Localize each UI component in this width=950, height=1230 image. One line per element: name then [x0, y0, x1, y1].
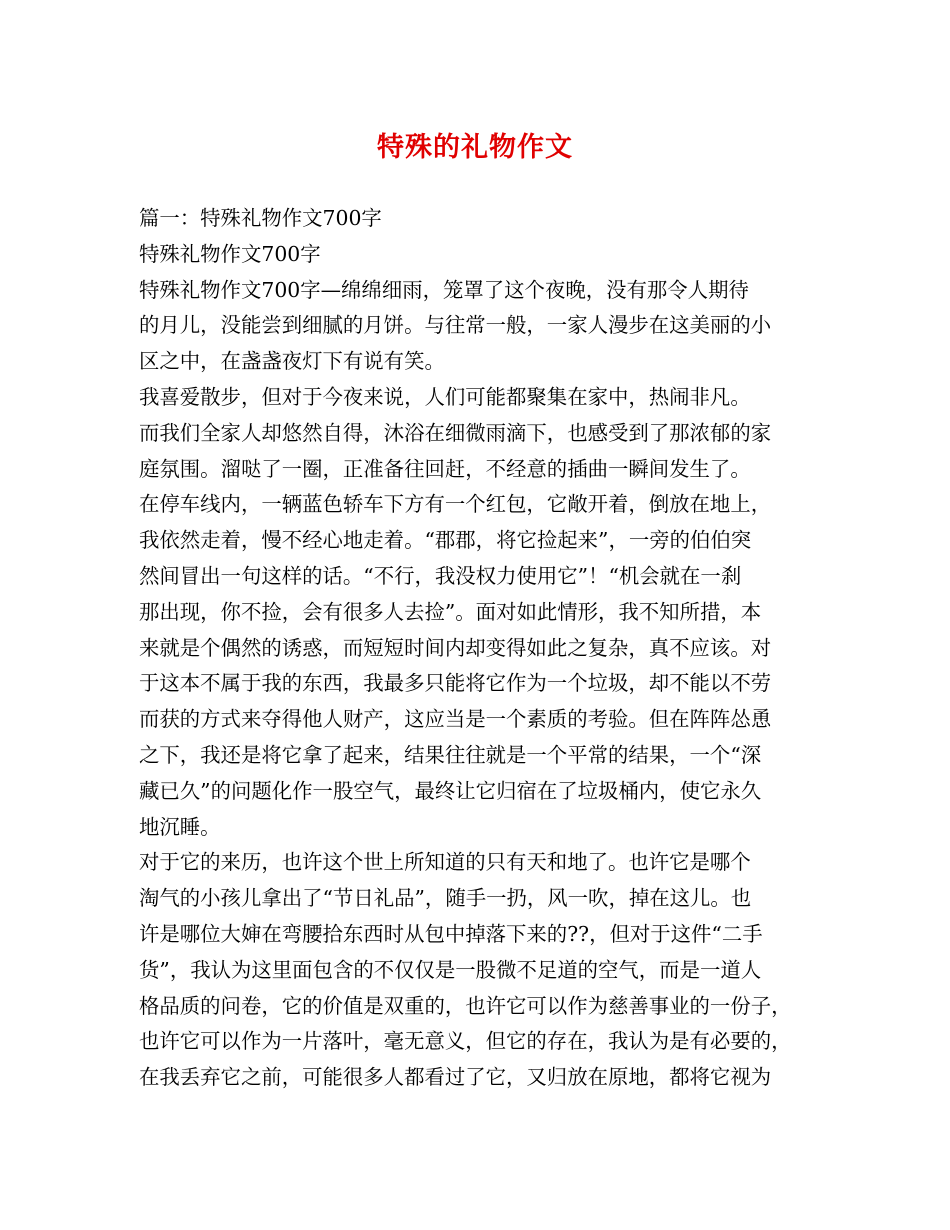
body-line: 庭氛围。溜哒了一圈，正准备往回赶，不经意的插曲一瞬间发生了。: [139, 456, 751, 481]
body-line: 区之中，在盏盏夜灯下有说有笑。: [139, 349, 445, 374]
body-line: 许是哪位大婶在弯腰拾东西时从包中掉落下来的??，但对于这件“二手: [139, 921, 763, 946]
body-line: 藏已久”的问题化作一股空气，最终让它归宿在了垃圾桶内，使它永久: [139, 778, 762, 803]
body-line: 来就是个偶然的诱惑，而短短时间内却变得如此之复杂，真不应该。对: [139, 635, 772, 660]
body-line: 特殊礼物作文700字: [139, 241, 321, 266]
body-line: 而获的方式来夺得他人财产，这应当是一个素质的考验。但在阵阵怂恿: [139, 707, 772, 732]
document-title: 特殊的礼物作文: [377, 132, 573, 163]
body-line: 地沉睡。: [139, 814, 221, 839]
document-body: [139, 201, 815, 1096]
body-line: 淘气的小孩儿拿出了“节日礼品”，随手一扔，风一吹，掉在这儿。也: [139, 886, 752, 911]
body-line: 对于它的来历，也许这个世上所知道的只有天和地了。也许它是哪个: [139, 850, 751, 875]
body-line: 格品质的问卷，它的价值是双重的，也许它可以作为慈善事业的一份子，: [139, 993, 792, 1018]
body-line: 的月儿，没能尝到细腻的月饼。与往常一般，一家人漫步在这美丽的小: [139, 313, 772, 338]
body-line: 我依然走着，慢不经心地走着。“郡郡，将它捡起来”，一旁的伯伯突: [139, 528, 752, 553]
body-line: 在停车线内，一辆蓝色轿车下方有一个红包，它敞开着，倒放在地上，: [139, 492, 772, 517]
body-line: 而我们全家人却悠然自得，沐浴在细微雨滴下，也感受到了那浓郁的家: [139, 420, 772, 445]
body-line: 于这本不属于我的东西，我最多只能将它作为一个垃圾，却不能以不劳: [139, 671, 772, 696]
body-line: 也许它可以作为一片落叶，毫无意义，但它的存在，我认为是有必要的，: [139, 1029, 792, 1054]
body-line: 在我丢弃它之前，可能很多人都看过了它，又归放在原地，都将它视为: [139, 1065, 772, 1090]
body-line: 之下，我还是将它拿了起来，结果往往就是一个平常的结果，一个“深: [139, 742, 762, 767]
body-line: 那出现，你不捡，会有很多人去捡”。面对如此情形，我不知所措，本: [139, 599, 762, 624]
body-line: 我喜爱散步，但对于今夜来说，人们可能都聚集在家中，热闹非凡。: [139, 384, 751, 409]
body-line: 特殊礼物作文700字—绵绵细雨，笼罩了这个夜晚，没有那令人期待: [139, 277, 749, 302]
body-line: 篇一：特殊礼物作文700字: [139, 206, 382, 230]
body-line: 然间冒出一句这样的话。“不行，我没权力使用它”！“机会就在一刹: [139, 563, 742, 588]
body-line: 货”，我认为这里面包含的不仅仅是一股微不足道的空气，而是一道人: [139, 957, 762, 982]
